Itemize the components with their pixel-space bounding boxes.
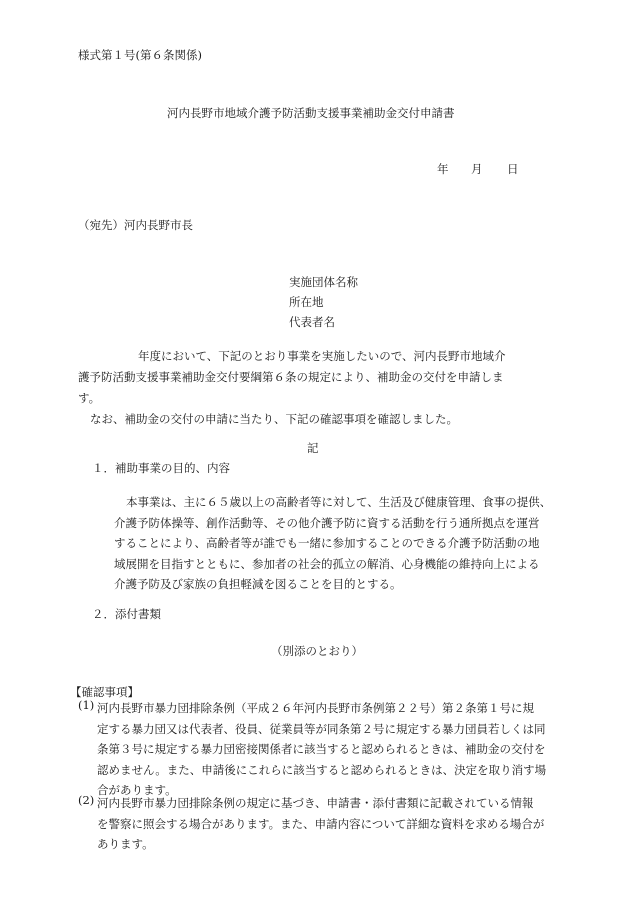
item-line: 認めません。また、申請後にこれらに該当すると認められるときは、決定を取り消す場	[97, 762, 547, 777]
item-line: 河内長野市暴力団排除条例の規定に基づき、申請書・添付書類に記載されている情報	[97, 796, 534, 810]
document-title: 河内長野市地域介護予防活動支援事業補助金交付申請書	[167, 106, 455, 120]
section1-line: 介護予防及び家族の負担軽減を図ることを目的とする。	[114, 577, 402, 591]
item-line: 条第３号に規定する暴力団密接関係者に該当すると認められるときは、補助金の交付を	[97, 742, 546, 756]
form-number: 様式第１号(第６条関係)	[78, 48, 202, 62]
section1-heading: １．補助事業の目的、内容	[92, 461, 230, 475]
date-year: 年	[437, 162, 449, 176]
section1-line: 本事業は、主に６５歳以上の高齢者等に対して、生活及び健康管理、食事の提供、	[126, 495, 552, 509]
confirmation-heading: 【確認事項】	[70, 685, 139, 699]
intro-line: なお、補助金の交付の申請に当たり、下記の確認事項を確認しました。	[90, 412, 458, 426]
section1-body	[114, 492, 551, 595]
section2-note: （別添のとおり）	[271, 644, 363, 658]
date-month: 月	[471, 162, 483, 176]
intro-paragraph	[78, 346, 506, 430]
intro-line: 護予防活動支援事業補助金交付要綱第６条の規定により、補助金の交付を申請しま	[78, 370, 504, 384]
item-line: あります。	[97, 837, 154, 851]
item-line: 定する暴力団又は代表者、役員、従業員等が同条第２号に規定する暴力団員若しくは同	[97, 721, 546, 736]
date-day: 日	[507, 162, 519, 176]
section1-line: 域展開を目指すとともに、参加者の社会的孤立の解消、心身機能の維持向上による	[114, 556, 540, 571]
item-body	[97, 698, 546, 801]
item-marker: (2)	[78, 793, 95, 807]
item-marker: (1)	[78, 698, 95, 712]
representative-label: 代表者名	[289, 315, 335, 329]
intro-line: 年度において、下記のとおり事業を実施したいので、河内長野市地域介	[138, 349, 506, 363]
intro-line: す。	[78, 391, 101, 405]
section1-line: 介護予防体操等、創作活動等、その他介護予防に資する活動を行う通所拠点を運営	[114, 515, 540, 530]
ki-marker: 記	[307, 441, 319, 455]
item-line: 合があります。	[97, 783, 177, 797]
addressee: （宛先）河内長野市長	[78, 218, 193, 232]
item-line: 河内長野市暴力団排除条例（平成２６年河内長野市条例第２２号）第２条第１号に規	[97, 701, 534, 715]
section1-line: することにより、高齢者等が誰でも一緒に参加することのできる介護予防活動の地	[114, 536, 540, 550]
address-label: 所在地	[289, 295, 324, 309]
section2-heading: ２．添付書類	[92, 607, 161, 621]
item-body	[97, 793, 544, 855]
item-line: を警察に照会する場合があります。また、申請内容について詳細な資料を求める場合が	[97, 816, 545, 831]
org-name-label: 実施団体名称	[289, 275, 358, 289]
